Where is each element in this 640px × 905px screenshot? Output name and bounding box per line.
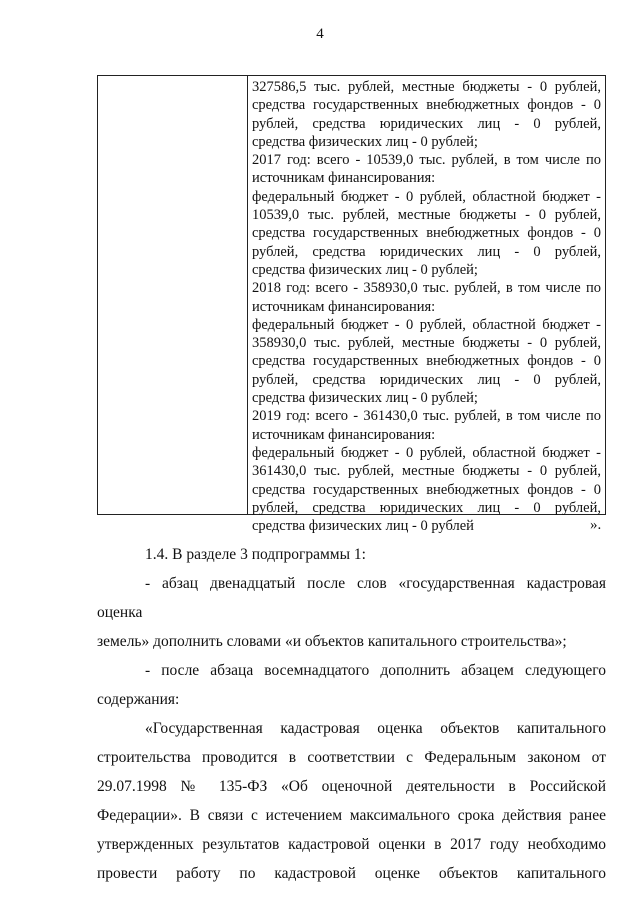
paragraph-line: утвержденных результатов кадастровой оценки в 2017 году необходимо bbox=[97, 836, 606, 853]
page-number: 4 bbox=[316, 26, 324, 42]
table-line: 10539,0 тыс. рублей, местные бюджеты - 0 рублей, bbox=[252, 207, 601, 224]
table-line: средства государственных внебюджетных фондов - 0 bbox=[252, 225, 601, 242]
paragraph-line: строительства проводится в соответствии с Федеральным законом от bbox=[97, 749, 606, 766]
table-line: 327586,5 тыс. рублей, местные бюджеты - 0 рублей, bbox=[252, 79, 601, 95]
table-line: 2017 год: всего - 10539,0 тыс. рублей, в том числе по bbox=[252, 152, 601, 169]
table-left-cell bbox=[98, 76, 248, 514]
table-line: рублей, средства юридических лиц - 0 рублей, bbox=[252, 371, 601, 388]
paragraph-line: - после абзаца восемнадцатого дополнить абзацем следующего bbox=[145, 662, 606, 679]
table-line: источникам финансирования: bbox=[252, 426, 436, 443]
table-line: источникам финансирования: bbox=[252, 298, 436, 315]
closing-quote: ». bbox=[590, 517, 602, 533]
table-line: средства физических лиц - 0 рублей bbox=[252, 518, 474, 535]
table-line: средства государственных внебюджетных фондов - 0 bbox=[252, 97, 601, 114]
funding-table bbox=[97, 75, 606, 535]
table-line: федеральный бюджет - 0 рублей, областной бюджет - bbox=[252, 316, 601, 333]
table-line: средства физических лиц - 0 рублей; bbox=[252, 261, 478, 278]
table-line: федеральный бюджет - 0 рублей, областной бюджет - bbox=[252, 188, 601, 205]
paragraph-line: земель» дополнить словами «и объектов капитального строительства»; bbox=[97, 633, 567, 650]
table-line: 361430,0 тыс. рублей, местные бюджеты - 0 рублей, bbox=[252, 463, 601, 480]
paragraph-line: 29.07.1998 № 135-ФЗ «Об оценочной деятельности в Российской bbox=[97, 778, 606, 795]
paragraph-line: - абзац двенадцатый после слов «государственная кадастровая оценка bbox=[97, 575, 606, 621]
paragraph-line: «Государственная кадастровая оценка объектов капитального bbox=[145, 720, 606, 737]
table-right-cell bbox=[252, 78, 601, 535]
table-line: средства физических лиц - 0 рублей; bbox=[252, 133, 478, 150]
table-line: 2018 год: всего - 358930,0 тыс. рублей, в том числе по bbox=[252, 280, 601, 297]
table-line: средства государственных внебюджетных фондов - 0 bbox=[252, 481, 601, 498]
paragraph-line: содержания: bbox=[97, 691, 180, 708]
table-line: средства государственных внебюджетных фондов - 0 bbox=[252, 353, 601, 370]
section-heading: 1.4. В разделе 3 подпрограммы 1: bbox=[145, 546, 366, 563]
table-line: рублей, средства юридических лиц - 0 рублей, bbox=[252, 115, 601, 132]
body-text bbox=[97, 540, 606, 888]
table-line: 2019 год: всего - 361430,0 тыс. рублей, в том числе по bbox=[252, 408, 601, 425]
table-line: федеральный бюджет - 0 рублей, областной бюджет - bbox=[252, 444, 601, 461]
table-line: источникам финансирования: bbox=[252, 170, 436, 187]
paragraph-line: провести работу по кадастровой оценке объектов капитального bbox=[97, 865, 606, 882]
table-line: рублей, средства юридических лиц - 0 рублей, bbox=[252, 499, 601, 516]
table-line: 358930,0 тыс. рублей, местные бюджеты - 0 рублей, bbox=[252, 335, 601, 352]
table-line: рублей, средства юридических лиц - 0 рублей, bbox=[252, 243, 601, 260]
table-line: средства физических лиц - 0 рублей; bbox=[252, 390, 478, 407]
paragraph-line: Федерации». В связи с истечением максимального срока действия ранее bbox=[97, 807, 606, 824]
